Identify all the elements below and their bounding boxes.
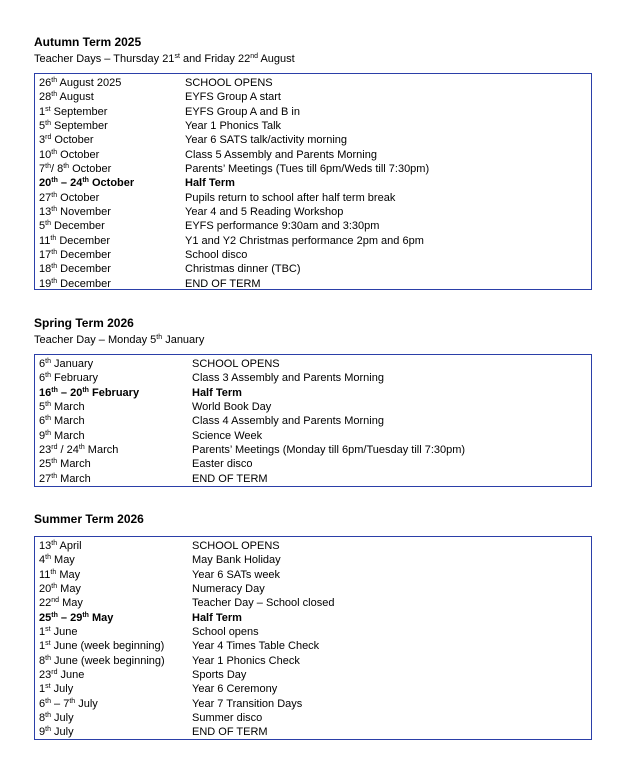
- event-date: 18th December: [39, 263, 111, 276]
- event-description: SCHOOL OPENS: [185, 77, 273, 89]
- table-row: [35, 443, 591, 457]
- event-description: School opens: [192, 626, 259, 639]
- event-description: May Bank Holiday: [192, 554, 281, 567]
- event-date: 1st July: [39, 683, 74, 696]
- event-description: Numeracy Day: [192, 583, 265, 596]
- table-row: [35, 357, 591, 371]
- table-row: [35, 625, 591, 639]
- event-date: 6th January: [39, 358, 94, 370]
- event-date: 8th July: [39, 712, 74, 725]
- term-table: [34, 73, 592, 290]
- table-row: [35, 654, 591, 668]
- term-summer: [34, 512, 594, 739]
- event-date: 27th October: [39, 191, 100, 204]
- event-date: 20th May: [39, 583, 81, 596]
- event-description: EYFS performance 9:30am and 3:30pm: [185, 220, 380, 233]
- event-date: 22nd May: [39, 597, 83, 610]
- table-row: [35, 711, 591, 725]
- event-description: Half Term: [192, 611, 242, 624]
- event-description: Year 7 Transition Days: [192, 697, 303, 710]
- term-title: Autumn Term 2025: [34, 35, 142, 49]
- event-date: 5th September: [39, 120, 108, 133]
- table-row: [35, 725, 591, 739]
- term-subtitle: Teacher Day – Monday 5th January: [34, 334, 205, 346]
- table-row: [35, 429, 591, 443]
- event-date: 5th December: [39, 220, 105, 233]
- event-description: Christmas dinner (TBC): [185, 263, 301, 276]
- event-description: Class 4 Assembly and Parents Morning: [192, 415, 384, 428]
- table-row: [35, 277, 591, 291]
- table-row: [35, 133, 591, 147]
- event-description: Year 4 Times Table Check: [192, 640, 320, 653]
- term-title: Summer Term 2026: [34, 512, 144, 526]
- event-description: Class 3 Assembly and Parents Morning: [192, 372, 384, 385]
- event-description: Half Term: [192, 386, 242, 399]
- event-date: 13th April: [39, 540, 82, 552]
- event-description: END OF TERM: [192, 472, 268, 485]
- term-spring: [34, 316, 594, 485]
- event-description: Half Term: [185, 177, 235, 190]
- event-date: 4th May: [39, 554, 75, 567]
- table-row: [35, 90, 591, 104]
- table-row: [35, 76, 591, 90]
- table-row: [35, 205, 591, 219]
- term-autumn: [34, 35, 594, 290]
- table-row: [35, 582, 591, 596]
- event-date: 5th March: [39, 401, 85, 414]
- event-description: School disco: [185, 249, 248, 262]
- term-table: [34, 536, 592, 740]
- event-date: 11th December: [39, 234, 111, 247]
- event-description: SCHOOL OPENS: [192, 540, 280, 552]
- event-description: Class 5 Assembly and Parents Morning: [185, 148, 377, 161]
- table-row: [35, 162, 591, 176]
- event-description: Parents’ Meetings (Monday till 6pm/Tuesday till 7:30pm): [192, 444, 466, 457]
- event-date: 13th November: [39, 206, 111, 219]
- event-date: 9th July: [39, 726, 74, 739]
- event-description: EYFS Group A and B in: [185, 105, 300, 118]
- event-date: 23rd June: [39, 669, 85, 682]
- table-row: [35, 457, 591, 471]
- table-row: [35, 472, 591, 486]
- event-date: 1st June (week beginning): [39, 640, 165, 653]
- event-date: 16th – 20th February: [39, 386, 140, 399]
- table-row: [35, 568, 591, 582]
- event-date: 3rd October: [39, 134, 94, 147]
- event-description: Easter disco: [192, 458, 253, 471]
- table-row: [35, 105, 591, 119]
- event-date: 17th December: [39, 249, 111, 262]
- table-row: [35, 697, 591, 711]
- event-description: SCHOOL OPENS: [192, 358, 280, 370]
- term-title: Spring Term 2026: [34, 316, 134, 330]
- event-description: Year 6 SATs week: [192, 568, 281, 581]
- table-row: [35, 219, 591, 233]
- event-date: 28th August: [39, 91, 94, 104]
- table-row: [35, 539, 591, 553]
- event-date: 26th August 2025: [39, 77, 122, 89]
- event-description: Y1 and Y2 Christmas performance 2pm and 6pm: [185, 234, 424, 247]
- table-row: [35, 148, 591, 162]
- event-description: Parents’ Meetings (Tues till 6pm/Weds till 7:30pm): [185, 163, 430, 176]
- table-row: [35, 668, 591, 682]
- table-row: [35, 176, 591, 190]
- event-date: 23rd / 24th March: [39, 444, 119, 457]
- event-date: 27th March: [39, 472, 91, 485]
- event-date: 9th March: [39, 429, 85, 442]
- event-description: Teacher Day – School closed: [192, 597, 335, 610]
- event-date: 19th December: [39, 277, 111, 290]
- table-row: [35, 386, 591, 400]
- event-date: 20th – 24th October: [39, 177, 135, 190]
- term-table: [34, 354, 592, 487]
- event-date: 8th June (week beginning): [39, 654, 165, 667]
- table-row: [35, 119, 591, 133]
- event-date: 10th October: [39, 148, 100, 161]
- table-row: [35, 234, 591, 248]
- event-date: 1st June: [39, 626, 78, 639]
- table-row: [35, 262, 591, 276]
- table-row: [35, 400, 591, 414]
- event-description: World Book Day: [192, 401, 272, 414]
- event-date: 11th May: [39, 568, 81, 581]
- event-description: Science Week: [192, 429, 263, 442]
- event-description: Pupils return to school after half term break: [185, 191, 396, 204]
- table-row: [35, 371, 591, 385]
- event-date: 25th – 29th May: [39, 611, 114, 624]
- table-row: [35, 191, 591, 205]
- event-description: Year 4 and 5 Reading Workshop: [185, 206, 344, 219]
- event-date: 6th – 7th July: [39, 697, 98, 710]
- table-row: [35, 414, 591, 428]
- event-description: Year 6 SATS talk/activity morning: [185, 134, 348, 147]
- event-date: 7th/ 8th October: [39, 163, 112, 176]
- term-subtitle: Teacher Days – Thursday 21st and Friday 22nd August: [34, 53, 295, 65]
- event-description: EYFS Group A start: [185, 91, 281, 104]
- table-row: [35, 553, 591, 567]
- event-description: Year 1 Phonics Talk: [185, 120, 282, 133]
- table-row: [35, 248, 591, 262]
- table-row: [35, 611, 591, 625]
- table-row: [35, 639, 591, 653]
- event-description: Sports Day: [192, 669, 247, 682]
- event-description: Year 6 Ceremony: [192, 683, 278, 696]
- event-date: 1st September: [39, 105, 108, 118]
- table-row: [35, 596, 591, 610]
- event-description: END OF TERM: [192, 726, 268, 739]
- event-date: 6th March: [39, 415, 85, 428]
- event-date: 6th February: [39, 372, 99, 385]
- event-date: 25th March: [39, 458, 91, 471]
- event-description: Year 1 Phonics Check: [192, 654, 300, 667]
- table-row: [35, 682, 591, 696]
- event-description: END OF TERM: [185, 277, 261, 290]
- event-description: Summer disco: [192, 712, 263, 725]
